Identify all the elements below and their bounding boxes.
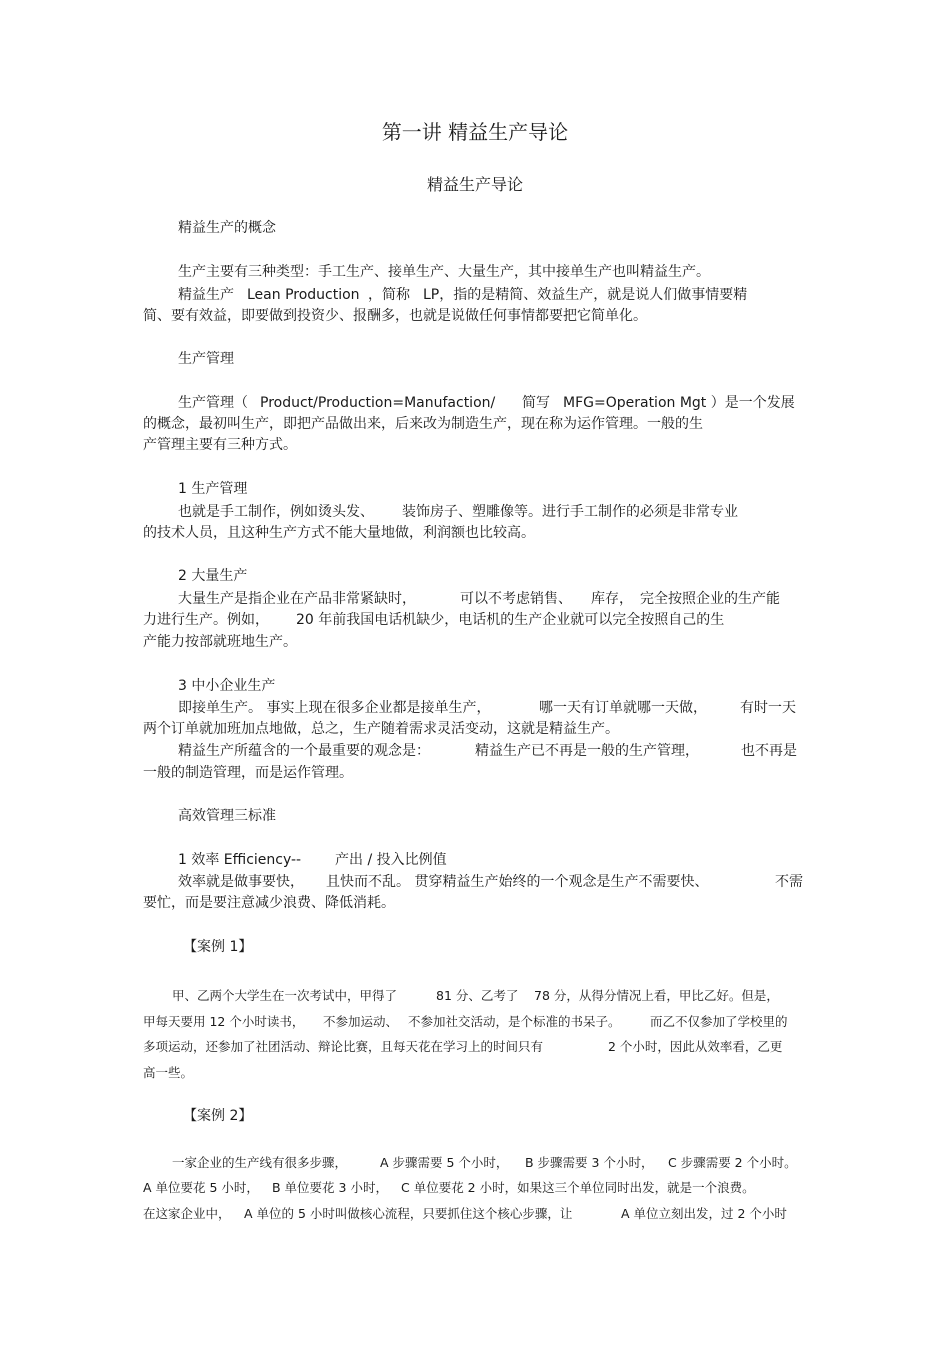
- case-line: A 单位要花 5 小时，: [143, 1180, 259, 1195]
- paragraph-line: 库存，: [591, 591, 633, 607]
- paragraph-line: MFG=Operation Mgt ）是一个发展: [563, 395, 795, 411]
- paragraph-line: 产管理主要有三种方式。: [143, 437, 297, 453]
- paragraph-line: 且快而不乱。 贯穿精益生产始终的一个观念是生产不需要快、: [326, 874, 709, 890]
- paragraph-line: 大量生产是指企业在产品非常紧缺时，: [178, 591, 416, 607]
- paragraph-line: 生产管理（: [178, 395, 248, 411]
- case-line: A 步骤需要 5 个小时，: [380, 1155, 509, 1170]
- item-heading: 2 大量生产: [178, 568, 248, 584]
- case-line: 在这家企业中，: [143, 1206, 231, 1221]
- case-line: 2 个小时，因此从效率看，乙更: [608, 1039, 783, 1054]
- item-heading: 1 生产管理: [178, 481, 248, 497]
- case-line: 甲每天要用 12 个小时读书，: [143, 1014, 305, 1029]
- item-heading: 3 中小企业生产: [178, 678, 276, 694]
- case-line: 而乙不仅参加了学校里的: [650, 1014, 788, 1029]
- paragraph-line: 有时一天: [740, 700, 796, 716]
- paragraph-line: 即接单生产。 事实上现在很多企业都是接单生产，: [178, 700, 491, 716]
- paragraph-line: 简写: [522, 395, 550, 411]
- paragraph-line: 精益生产已不再是一般的生产管理，: [475, 743, 699, 759]
- paragraph-line: 的技术人员，且这种生产方式不能大量地做，利润额也比较高。: [143, 525, 535, 541]
- case-line: A 单位立刻出发，过 2 个小时: [621, 1206, 787, 1221]
- case-line: 81 分、乙考了: [436, 988, 519, 1003]
- paragraph-line: 两个订单就加班加点地做，总之，生产随着需求灵活变动，这就是精益生产。: [143, 721, 619, 737]
- paragraph-line: 不需: [775, 874, 803, 890]
- case-line: 一家企业的生产线有很多步骤，: [172, 1155, 348, 1170]
- paragraph-line: ，简称: [368, 287, 410, 303]
- document-subtitle: 精益生产导论: [426, 175, 523, 194]
- paragraph-line: 力进行生产。例如，: [143, 612, 269, 628]
- paragraph-line: 产能力按部就班地生产。: [143, 634, 297, 650]
- case-line: C 单位要花 2 小时，如果这三个单位同时出发，就是一个浪费。: [401, 1180, 755, 1195]
- paragraph-line: 生产主要有三种类型：手工生产、接单生产、大量生产，其中接单生产也叫精益生产。: [178, 264, 710, 280]
- paragraph-line: 完全按照企业的生产能: [640, 591, 780, 607]
- paragraph-line: Lean Production: [247, 287, 360, 303]
- section-heading-efficiency-standards: 高效管理三标准: [178, 808, 276, 824]
- standard-heading: 产出 / 投入比例值: [335, 852, 447, 868]
- case-line: 甲、乙两个大学生在一次考试中，甲得了: [172, 988, 398, 1003]
- case-line: 78 分，从得分情况上看，甲比乙好。但是，: [534, 988, 779, 1003]
- case-line: 多项运动，还参加了社团活动、辩论比赛，且每天花在学习上的时间只有: [143, 1039, 544, 1054]
- paragraph-line: 精益生产所蕴含的一个最重要的观念是：: [178, 743, 430, 759]
- paragraph-line: LP，指的是精简、效益生产，就是说人们做事情要精: [423, 287, 748, 303]
- paragraph-line: 一般的制造管理，而是运作管理。: [143, 765, 353, 781]
- paragraph-line: 的概念，最初叫生产，即把产品做出来，后来改为制造生产，现在称为运作管理。一般的生: [143, 416, 703, 432]
- case-line: 不参加运动、: [323, 1014, 399, 1029]
- case-heading: 【案例 1】: [183, 939, 253, 955]
- paragraph-line: 简、要有效益，即要做到投资少、报酬多，也就是说做任何事情都要把它简单化。: [143, 308, 647, 324]
- paragraph-line: 哪一天有订单就哪一天做，: [539, 700, 707, 716]
- section-heading-lean-concept: 精益生产的概念: [178, 220, 276, 236]
- case-heading: 【案例 2】: [183, 1108, 253, 1124]
- paragraph-line: 装饰房子、塑雕像等。进行手工制作的必须是非常专业: [402, 504, 738, 520]
- paragraph-line: 可以不考虑销售、: [460, 591, 572, 607]
- section-heading-production-management: 生产管理: [178, 351, 234, 367]
- paragraph-line: 精益生产: [178, 287, 234, 303]
- paragraph-line: 要忙，而是要注意减少浪费、降低消耗。: [143, 895, 395, 911]
- case-line: B 步骤需要 3 个小时，: [525, 1155, 654, 1170]
- case-line: C 步骤需要 2 个小时。: [668, 1155, 797, 1170]
- standard-heading: 1 效率 Efficiency--: [178, 852, 302, 868]
- document-title: 第一讲 精益生产导论: [381, 120, 569, 144]
- paragraph-line: 也就是手工制作，例如烫头发、: [178, 504, 374, 520]
- paragraph-line: Product/Production=Manufaction/: [260, 395, 496, 411]
- case-line: A 单位的 5 小时叫做核心流程，只要抓住这个核心步骤，让: [244, 1206, 573, 1221]
- paragraph-line: 20 年前我国电话机缺少，电话机的生产企业就可以完全按照自己的生: [296, 612, 725, 628]
- case-line: 高一些。: [143, 1065, 194, 1080]
- paragraph-line: 效率就是做事要快，: [178, 874, 304, 890]
- paragraph-line: 也不再是: [741, 743, 797, 759]
- case-line: 不参加社交活动，是个标准的书呆子。: [408, 1014, 621, 1029]
- case-line: B 单位要花 3 小时，: [272, 1180, 388, 1195]
